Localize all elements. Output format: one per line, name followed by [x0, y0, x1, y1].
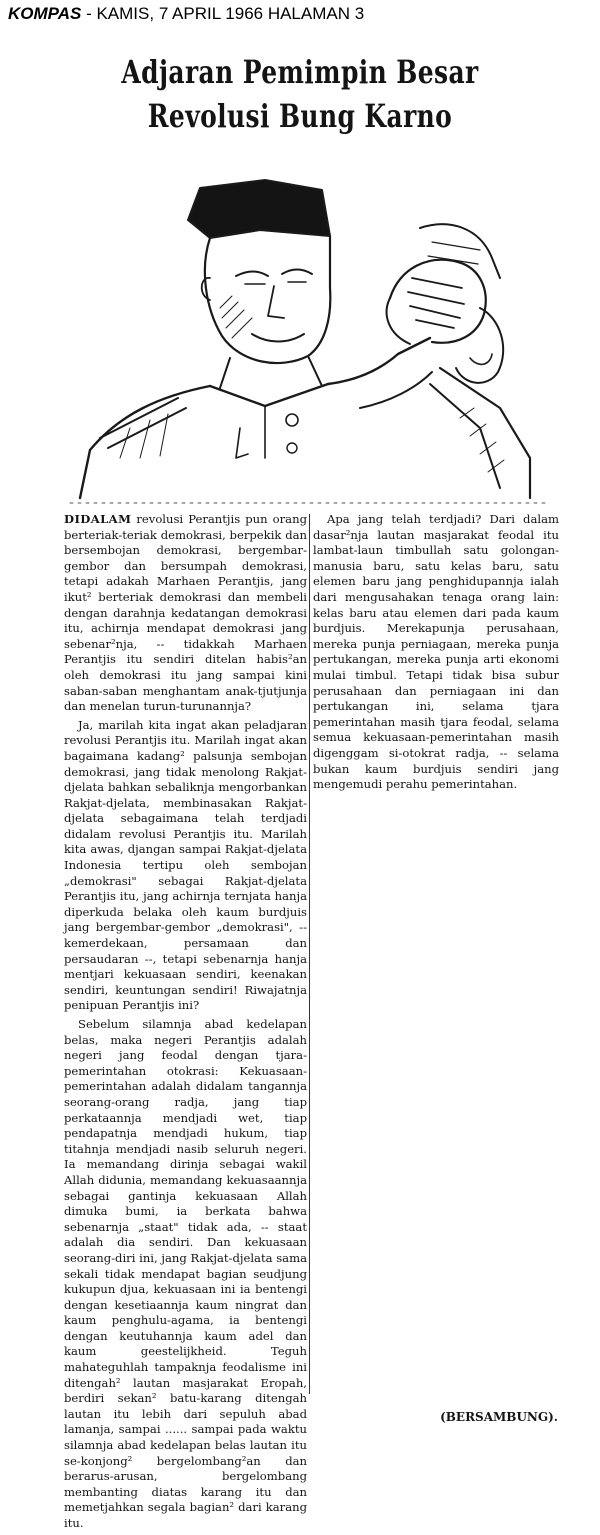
sketch-portrait-icon	[60, 158, 560, 508]
paragraph-4: Apa jang telah terdjadi? Dari dalam dasar²nja lautan masjarakat feodal itu lambat-laun timbullah satu golongan-manusia baru, satu kelas baru, satu elemen baru jang penghidupannja ialah dari mengusahakan tenaga orang lain: kelas baru atau elemen dari pada kaum burdjuis. Merekapunja perusahaan, mereka punja perniagaan, mereka punja pertukangan, mereka punja arti ekonomi mulai timbul. Tetapi tidak bisa subur perusahaan dan perniagaan ini dan pertukangan ini, selama tjara pemerintahan masih tjara feodal, selama semua kekuasaan-pemerintahan masih digenggam si-otokrat radja, -- selama bukan kaum burdjuis sendiri jang mengemudi perahu pemerintahan.	[313, 512, 559, 792]
article-column-left	[64, 512, 307, 1535]
publication-name: KOMPAS	[8, 4, 82, 23]
lead-word: DIDALAM	[64, 512, 132, 526]
headline-line-2: Revolusi Bung Karno	[147, 97, 453, 135]
signoff: (BERSAMBUNG).	[440, 1410, 558, 1424]
headline	[66, 50, 534, 138]
article-column-right	[313, 512, 559, 796]
column-divider	[309, 514, 310, 1394]
issue-date-page: - KAMIS, 7 APRIL 1966 HALAMAN 3	[81, 4, 365, 23]
headline-line-1: Adjaran Pemimpin Besar	[121, 53, 479, 91]
paragraph-1-text: revolusi Perantjis pun orang berteriak-teriak demokrasi, berpekik dan bersembojan demokrasi, bergembar-gembor dan bersumpah demokrasi, tetapi adakah Marhaen Perantjis, jang ikut² berteriak demokrasi dan membeli dengan darahnja kedatangan demokrasi itu, achirnja mendapat demokrasi jang sebenar²nja, -- tidakkah Marhaen Perantjis itu sendiri ditelan habis²an oleh demokrasi itu jang sampai kini saban-saban menghantam anak-tjutjunja dan menelan turun-turunannja?	[64, 512, 307, 714]
paragraph-2: Ja, marilah kita ingat akan peladjaran revolusi Perantjis itu. Marilah ingat akan bagaimana kadang² palsunja sembojan demokrasi, jang tidak menolong Rakjat-djelata bahkan sebaliknja mengorbankan Rakjat-djelata, membinasakan Rakjat-djelata sebagaimana telah terdjadi didalam revolusi Perantjis itu. Marilah kita awas, djangan sampai Rakjat-djelata Indonesia tertipu oleh sembojan „demokrasi" sebagai Rakjat-djelata Perantjis itu, jang achirnja ternjata hanja diperkuda belaka oleh kaum burdjuis jang bergembar-gembor „demokrasi", -- kemerdekaan, persamaan dan persaudaran --, tetapi sebenarnja hanja mentjari kekuasaan sendiri, keenakan sendiri, keuntungan sendiri! Riwajatnja penipuan Perantjis ini?	[64, 717, 307, 1013]
paragraph-3: Sebelum silamnja abad kedelapan belas, maka negeri Perantjis adalah negeri jang feodal dengan tjara-pemerintahan otokrasi: Kekuasaan-pemerintahan adalah didalam tangannja seorang-orang radja, jang tiap perkataannja mendjadi wet, tiap pendapatnja mendjadi hukum, tiap titahnja mendjadi nasib seluruh negeri. Ia memandang dirinja sebagai wakil Allah didunia, memandang kekuasaannja sebagai gantinja kekuasaan Allah dimuka bumi, ia berkata bahwa sebenarnja „staat" tidak ada, -- staat adalah dia sendiri. Dan kekuasaan seorang-diri ini, jang Rakjat-djelata sama sekali tidak mendapat bagian seudjung kukupun djua, kekuasaan ini ia bentengi dengan kesetiaannja kaum ningrat dan kaum penghulu-agama, ia bentengi dengan keutuhannja kaum adel dan kaum geestelijkheid. Teguh mahateguhlah tampaknja feodalisme ini ditengah² lautan masjarakat Eropah, berdiri sekan² batu-karang ditengah lautan itu lebih dari sepuluh abad lamanja, sampai ...... sampai pada waktu silamnja abad kedelapan belas lautan itu se-konjong² bergelombang²an dan berarus-arusan, bergelombang membanting diatas karang itu dan memetjahkan segala bagian² dari karang itu.	[64, 1017, 307, 1530]
page-header	[8, 4, 364, 24]
paragraph-1	[64, 512, 307, 715]
